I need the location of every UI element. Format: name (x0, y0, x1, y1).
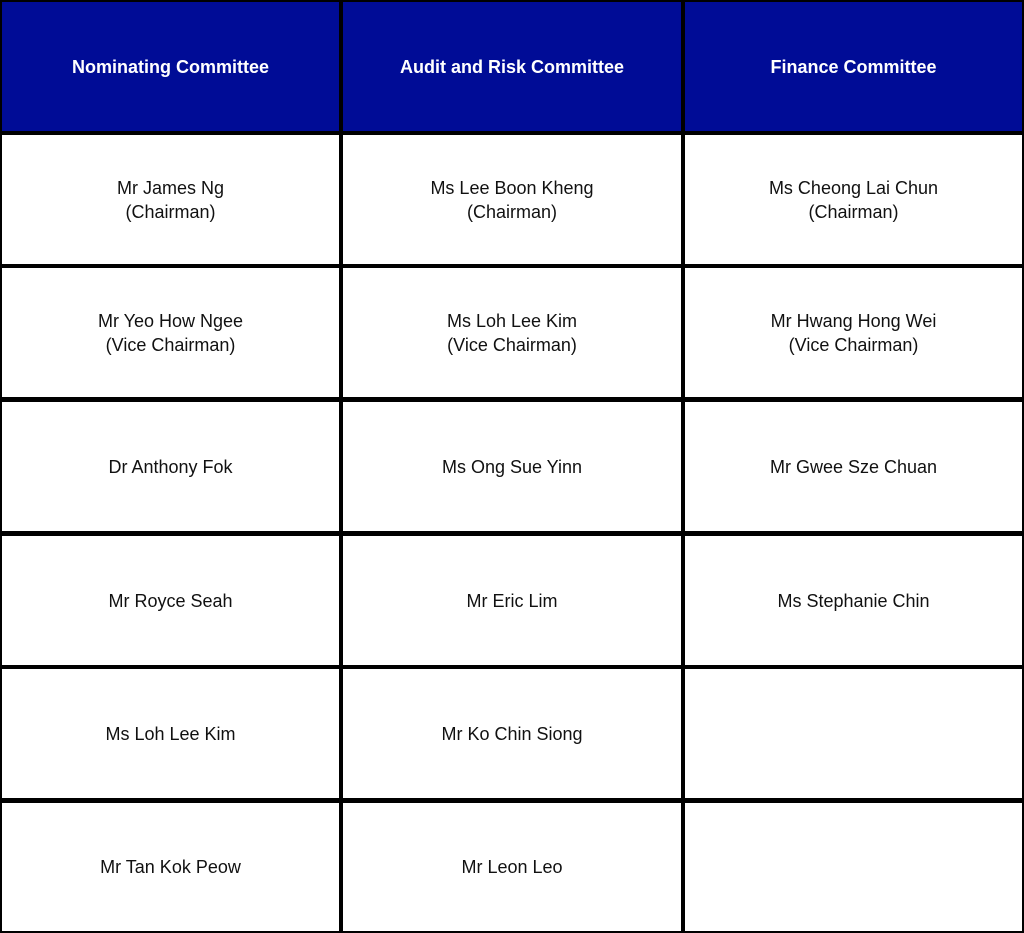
member-name: Mr Eric Lim (466, 590, 558, 611)
header-finance-committee (685, 2, 1022, 131)
header-label: Nominating Committee (71, 56, 269, 77)
table-cell (685, 135, 1022, 264)
table-cell (343, 135, 681, 264)
member-name: Mr Yeo How Ngee (97, 310, 244, 331)
table-cell (2, 669, 339, 798)
member-name: Ms Loh Lee Kim (105, 723, 236, 744)
member-name: Ms Lee Boon Kheng (430, 177, 594, 198)
member-name: Mr Ko Chin Siong (441, 723, 583, 744)
table-cell (2, 135, 339, 264)
table-cell (2, 536, 339, 665)
member-name: Mr Royce Seah (108, 590, 233, 611)
table-cell (343, 669, 681, 798)
header-nominating-committee (2, 2, 339, 131)
member-name: Mr James Ng (116, 177, 224, 198)
member-name: Ms Ong Sue Yinn (441, 456, 583, 477)
table-cell (685, 536, 1022, 665)
member-name: Dr Anthony Fok (108, 456, 233, 477)
header-audit-risk-committee (343, 2, 681, 131)
member-role: (Chairman) (125, 201, 216, 222)
table-cell-empty (685, 803, 1022, 931)
member-role: (Chairman) (808, 201, 899, 222)
member-name: Mr Gwee Sze Chuan (769, 456, 938, 477)
table-cell (343, 536, 681, 665)
table-cell (2, 402, 339, 531)
member-name: Ms Cheong Lai Chun (768, 177, 939, 198)
table-cell (685, 268, 1022, 397)
member-role: (Vice Chairman) (105, 334, 236, 355)
header-label: Audit and Risk Committee (399, 56, 625, 77)
table-cell (2, 268, 339, 397)
table-cell-empty (685, 669, 1022, 798)
table-cell (343, 402, 681, 531)
table-cell (343, 803, 681, 931)
header-label: Finance Committee (770, 56, 937, 77)
member-role: (Vice Chairman) (788, 334, 919, 355)
member-name: Mr Hwang Hong Wei (770, 310, 937, 331)
member-name: Mr Leon Leo (461, 857, 563, 877)
member-role: (Chairman) (466, 201, 558, 222)
member-role: (Vice Chairman) (447, 334, 577, 355)
table-cell (2, 803, 339, 931)
member-name: Ms Loh Lee Kim (446, 310, 578, 331)
member-name: Ms Stephanie Chin (777, 590, 930, 611)
member-name: Mr Tan Kok Peow (100, 857, 241, 877)
table-cell (685, 402, 1022, 531)
table-cell (343, 268, 681, 397)
